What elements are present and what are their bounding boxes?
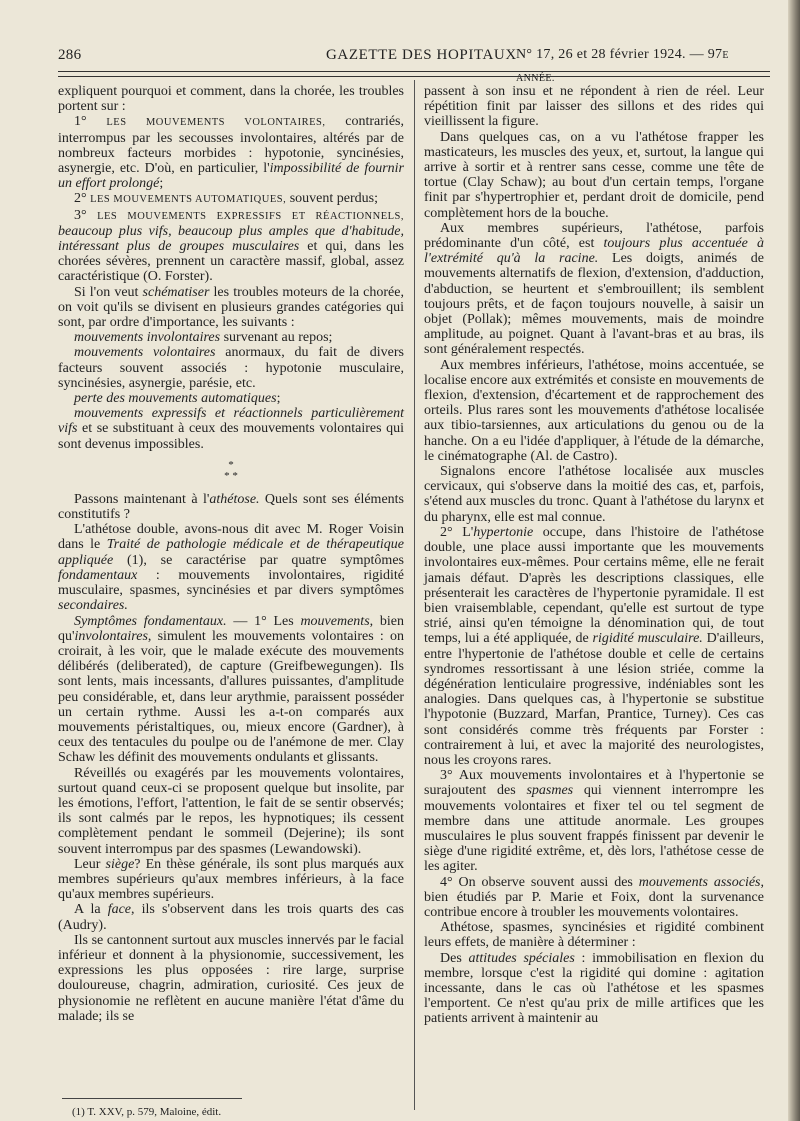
text-run: ; [276, 391, 281, 407]
text-run: : mouvements involontaires, rigidité musculaire, spasmes, syncinésies et par divers symptômes [58, 567, 404, 599]
text-run: LES MOUVEMENTS VOLONTAIRES, [106, 117, 326, 129]
page-number: 286 [58, 47, 82, 63]
asterism-bottom: * * [224, 469, 238, 482]
text-run: LES MOUVEMENTS AUTOMATIQUES, [90, 194, 287, 206]
text-run: occupe, dans l'histoire de l'athétose double, une place aussi importante que les mouvements involontaires eux-mêmes. Pour certains même, elle ne ferait jamais défaut. D'après les descriptions classiques, elle présenterait les caractères de l'hypertonie pyramidale. Il est bien vraisemblable, cependant, qu'elle est surtout de type strié, ainsi qu'en témoigne la dénomination qui, de tout temps, lui a été appliquée, de [424, 524, 764, 647]
text-run: Des [440, 950, 469, 966]
italic-text: athétose. [209, 491, 260, 507]
issue-year-suffix: E ANNÉE. [516, 50, 729, 84]
column-separator [414, 80, 415, 1110]
paragraph: Signalons encore l'athétose localisée aux muscles cervicaux, qui s'observe dans la moitié des cas, et, parfois, s'étend aux muscles du tronc. Quant à l'athétose du larynx et du pharynx, elle est mal connue. [424, 464, 764, 525]
paragraph: Ils se cantonnent surtout aux muscles innervés par le facial inférieur et donnent à la physionomie, successivement, les expressions les plus opposées : rire large, surprise douloureuse, chagrin, admiration, curiosité. Ces jeux de physionomie ne reflètent en aucune manière l'état d'âme du malade; ils se [58, 932, 404, 1024]
text-run: Passons maintenant à l' [74, 491, 210, 507]
header-rule-thin [58, 76, 770, 77]
italic-text: fondamentaux [58, 567, 138, 583]
text-run: 2° [74, 191, 91, 207]
italic-text: secondaires. [58, 598, 128, 614]
list-item [58, 345, 404, 391]
paragraph [58, 902, 404, 932]
italic-text: mouvements associés [638, 874, 761, 890]
text-run: (1), se caractérise par quatre symptômes [113, 552, 404, 568]
italic-text: face [107, 902, 132, 918]
text-run: Si l'on veut [74, 284, 143, 300]
text-run: , bien étudiés par P. Marie et Foix, dont la survenance contribue encore à troubler les mouvements volontaires. [424, 874, 764, 920]
header-rule-thick [58, 71, 770, 72]
paragraph: passent à son insu et ne répondent à rien de réel. Leur répétition finit par laisser des sillons et des rides qui vieillissent la figure. [424, 84, 764, 130]
paragraph [424, 951, 764, 1027]
list-item [58, 330, 404, 345]
text-run: Leur [74, 856, 106, 872]
paragraph [424, 221, 764, 358]
list-item [58, 391, 404, 406]
text-run: A la [74, 902, 108, 918]
text-run: contrariés, interrompus par les secousses involontaires, altérés par de nombreux facteurs morbides : hypotonie, syncinésies, asynergie, etc. D'où, en particulier, l' [58, 114, 404, 177]
italic-text: toujours plus accentuée à l'extrémité qu'à la racine. [424, 236, 764, 267]
italic-text: spasmes [526, 783, 574, 799]
text-run: Les doigts, animés de mouvements alternatifs de flexion, d'extension, d'adduction, d'abduction, se heurtent et s'embrouillent; ils semblent toujours prêts, et de façon toujours nouvelle, à saisir un objet (Pollak); mêmes mouvements, mais de moindre amplitude, au poignet. Quant à l'avant-bras et au bras, ils sont généralement respectés. [424, 251, 765, 358]
text-run: qui viennent interrompre les mouvements volontaires et fixer tel ou tel segment de membre dans une attitude anormale. Les groupes musculaires le plus souvent frappés finissent par devenir le siège d'une rigidité extrême, et, dès lors, l'athétose cesse de les agiter. [424, 783, 765, 875]
list-item [58, 114, 404, 191]
paragraph [424, 525, 764, 768]
text-run: ? En thèse générale, ils sont plus marqués aux membres supérieurs qu'aux membres inférieurs, à la face qu'aux membres supérieurs. [58, 856, 405, 903]
paragraph [424, 768, 764, 874]
paragraph: Réveillés ou exagérés par les mouvements volontaires, surtout quand ceux-ci se proposent quelque but insolite, par les émotions, l'effort, l'attention, le fait de se sentir observés; ils sont calmés par le repos, les hypnotiques; ils cessent complètement pendant le sommeil (Dejerine); ils sont souvent interrompus par des spasmes (Lewandowski). [58, 765, 404, 857]
paragraph [58, 614, 404, 766]
paragraph [58, 522, 404, 613]
italic-text: rigidité musculaire. [592, 631, 703, 647]
italic-text: Symptômes fondamentaux. [74, 613, 227, 629]
text-run: : immobilisation en flexion du membre, lorsque c'est la rigidité qui domine : agitation incessante, dans le cas où l'athétose et les spasmes l'emportent. Ce n'est qu'au prix de mille artifices que les patients arrivent à maintenir au [424, 950, 764, 1027]
paragraph: Dans quelques cas, on a vu l'athétose frapper les masticateurs, les muscles des yeux, et, surtout, la langue qui arrive à sortir et à rentrer sans cesse, comme une tête de tortue (Clay Schaw); au bout d'un certain temps, l'organe finit par s'hypertrophier et, perdant droit de domicile, pend complètement hors de la bouche. [424, 129, 764, 221]
italic-text: Traité de pathologie médicale et de thérapeutique appliquée [58, 537, 404, 568]
right-column [424, 84, 764, 1027]
text-run: D'ailleurs, entre l'hypertonie de l'athétose double et celle de certains syndromes ressortissant à une lésion striée, comme la dégénération lenticulaire progressive, indéniables sont les analogies. Dans quelques cas, à l'hypertonie se substitue l'hypotonie (Buzzard, Marfan, Prantice, Turney). Ces cas sont considérés comme très fréquents par Forster : contrairement à lui, et avec la majorité des neurologistes, nous les croyons rares. [424, 631, 765, 768]
text-run: souvent perdus; [286, 191, 378, 207]
issue-date: N° 17, 26 et 28 février 1924. — 97 [516, 47, 723, 62]
italic-text: mouvements volontaires [74, 345, 216, 361]
text-run: , ils s'observent dans les trois quarts des cas (Audry). [58, 902, 405, 933]
journal-title: GAZETTE DES HOPITAUX [326, 47, 517, 63]
italic-text: mouvements involontaires [74, 330, 221, 346]
running-header [58, 44, 768, 84]
paragraph: Aux membres inférieurs, l'athétose, moins accentuée, se localise encore aux extrémités et consiste en mouvements de flexion, d'extension, d'écartement et de rapprochement des orteils. Plus rares sont les mouvements d'athétose localisée aux tibio-tarsiennes, aux articulations du genou ou de la hanche. On a eu l'idée d'appliquer, à l'étude de la démarche, le cinématographe (Al. de Castro). [424, 357, 764, 464]
text-run: Aux membres supérieurs, l'athétose, parfois prédominante d'un côté, est [424, 220, 764, 252]
text-run: et se substituant à ceux des mouvements volontaires qui sont devenus impossibles. [58, 421, 404, 452]
list-item [58, 191, 404, 207]
footnote-rule [62, 1098, 242, 1099]
asterism-top: * [228, 458, 234, 471]
italic-text: impossibilité de fournir un effort prolongé [58, 161, 404, 192]
text-run: — 1° Les [226, 613, 301, 629]
text-run: survenant au repos; [220, 330, 333, 346]
text-run: LES MOUVEMENTS EXPRESSIFS ET RÉACTIONNELS, [97, 210, 404, 222]
paragraph: Athétose, spasmes, syncinésies et rigidité combinent leurs effets, de manière à déterminer : [424, 920, 764, 951]
text-run: , bien qu' [58, 613, 405, 644]
list-item [58, 406, 404, 452]
text-run: 3° [74, 207, 98, 223]
italic-text: involontaires [74, 628, 148, 644]
italic-text: perte des mouvements automatiques [74, 391, 277, 407]
text-run: anormaux, du fait de divers facteurs souvent associés : hypotonie musculaire, syncinésies, asynergie, parésie, etc. [58, 345, 404, 391]
text-run: et qui, dans les chorées sévères, prennent un caractère massif, global, assez caractéristique (O. Forster). [58, 239, 404, 285]
text-run: 1° [74, 114, 107, 130]
text-run: 4° On observe souvent aussi des [440, 874, 639, 890]
paragraph: expliquent pourquoi et comment, dans la chorée, les troubles portent sur : [58, 84, 404, 115]
paragraph [58, 857, 404, 903]
text-run: Quels sont ses éléments constitutifs ? [58, 491, 404, 523]
italic-text: hypertonie [473, 524, 534, 540]
text-run: les troubles moteurs de la chorée, on voit qu'ils se divisent en plusieurs grandes catégories qui sont, par ordre d'importance, les suivants : [58, 284, 404, 331]
text-run: 3° Aux mouvements involontaires et à l'hypertonie se surajoutent des [424, 768, 764, 799]
italic-text: beaucoup plus vifs, beaucoup plus amples que d'habitude, intéressant plus de groupes musculaires [58, 223, 404, 255]
italic-text: mouvements [300, 613, 370, 629]
text-run: ; [159, 176, 164, 192]
paragraph [424, 875, 764, 921]
italic-text: schématiser [142, 284, 210, 300]
italic-text: mouvements expressifs et réactionnels particulièrement vifs [58, 406, 404, 437]
italic-text: siège [105, 856, 135, 872]
text-run: 2° L' [440, 524, 474, 540]
text-run: , simulent les mouvements volontaires : on croirait, à les voir, que le malade exécute des mouvements délibérés (deliberated), de capture (Greifbewegungen). Ils sont lents, mais incessants, d'allures puissantes, d'amplitude peu considérable, et, dans leur arythmie, paraissent posséder un certain rythme. Aussi les a-t-on comparés aux mouvements péristaltiques, ou, mieux encore (Gardner), à ceux des tentacules du poulpe ou de l'anémone de mer. Clay Schaw les définit des mouvements ondulants et glissants. [58, 628, 404, 766]
book-spine-shadow [788, 0, 800, 1121]
asterism [58, 460, 404, 482]
italic-text: attitudes spéciales [468, 950, 575, 966]
text-run: L'athétose double, avons-nous dit avec M. Roger Voisin dans le [58, 522, 404, 553]
footnote: (1) T. XXV, p. 579, Maloine, édit. [72, 1106, 222, 1118]
left-column [58, 84, 404, 1024]
paragraph [58, 492, 404, 522]
list-item [58, 208, 404, 285]
paragraph [58, 285, 404, 331]
